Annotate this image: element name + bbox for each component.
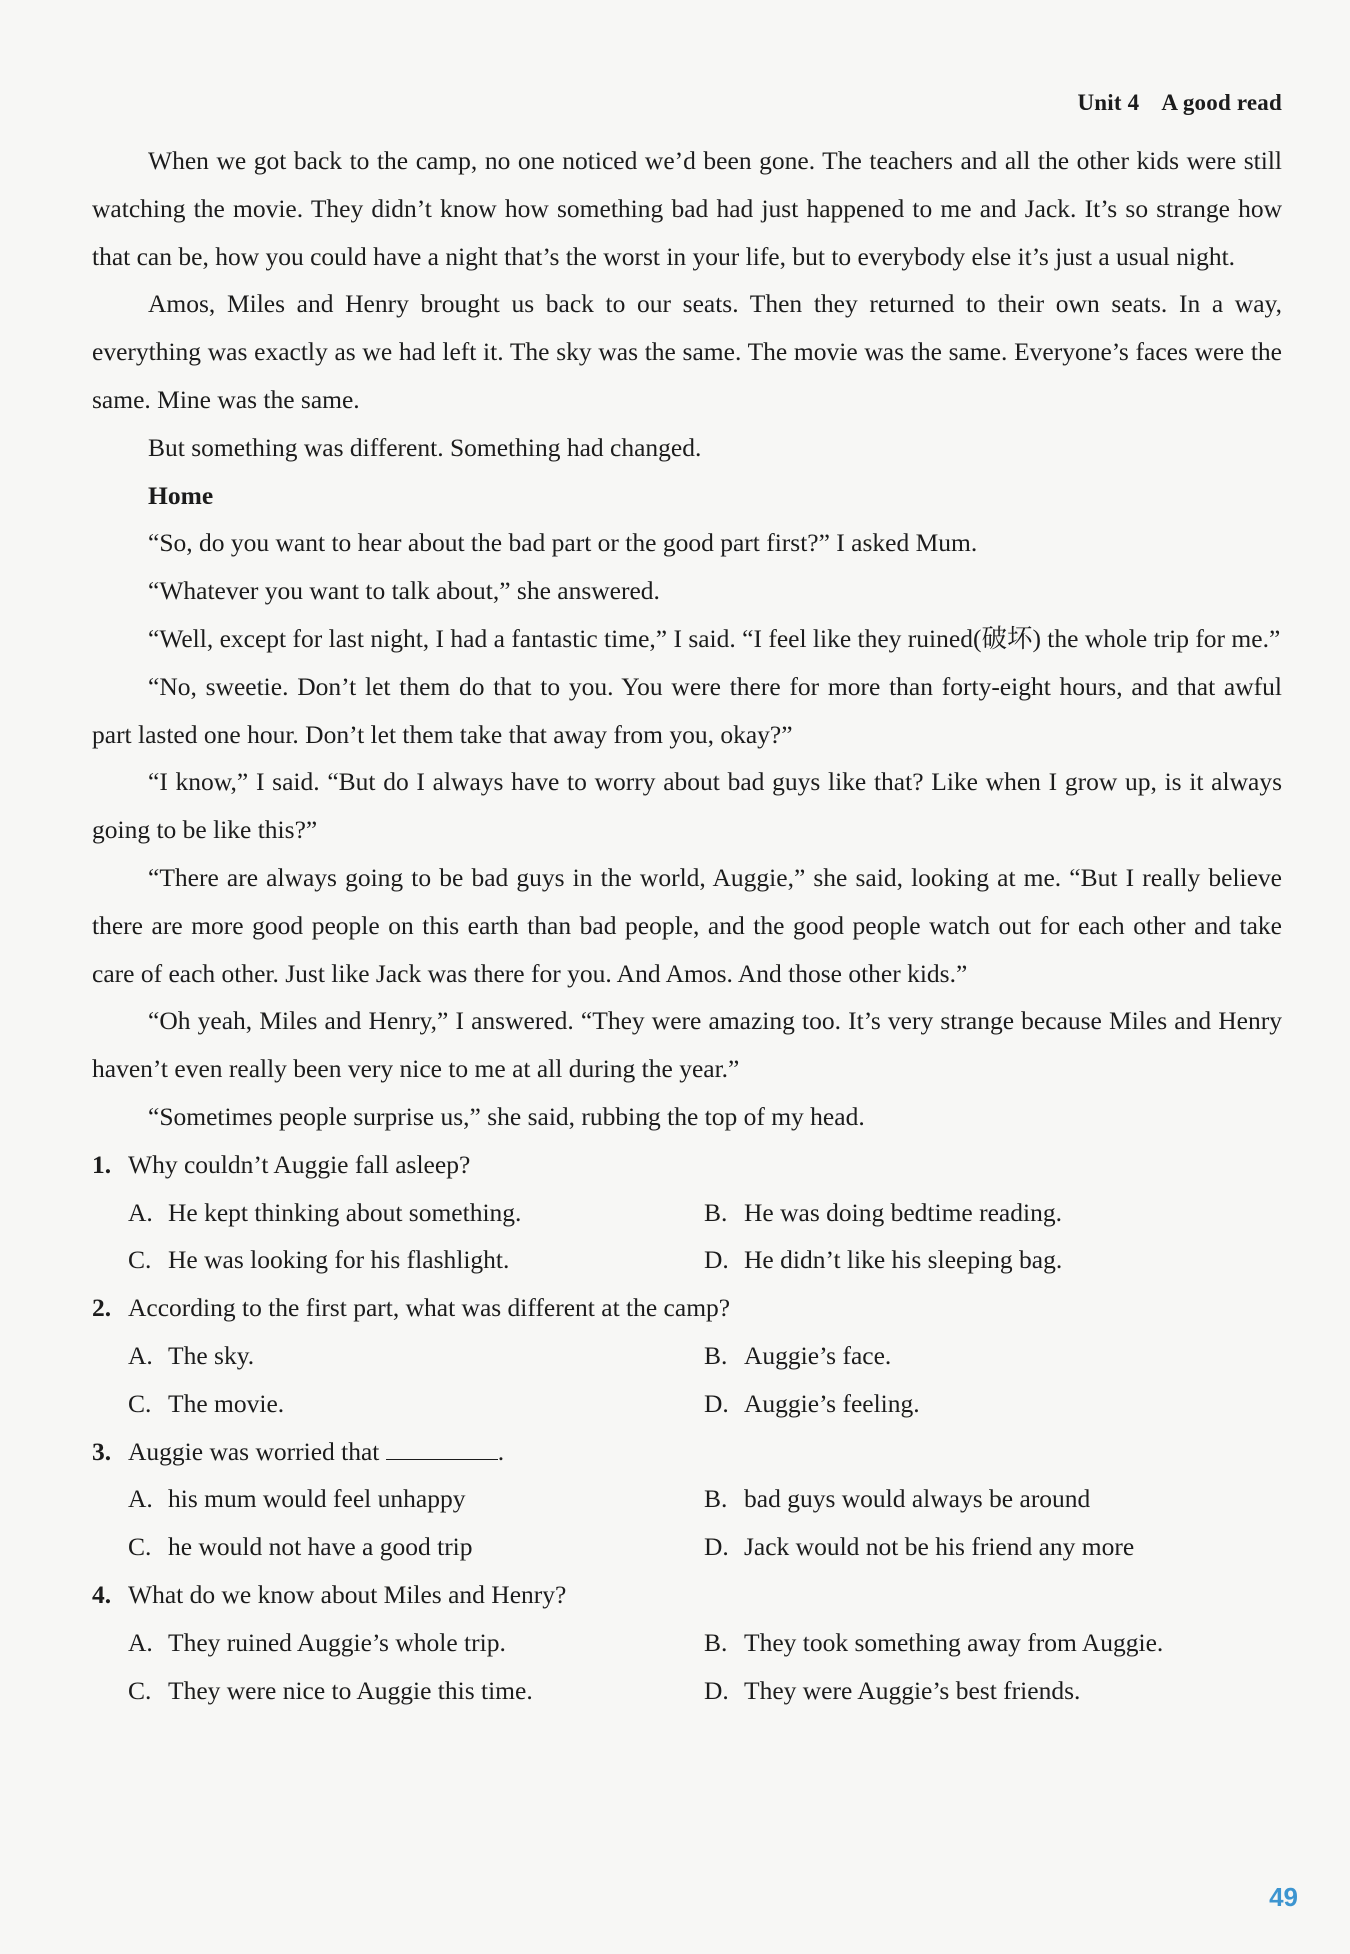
option-d bbox=[704, 1667, 1080, 1715]
option-text: They were Auggie’s best friends. bbox=[744, 1675, 1081, 1705]
option-text: They were nice to Auggie this time. bbox=[168, 1675, 533, 1705]
question-text: Auggie was worried that bbox=[128, 1436, 380, 1466]
question-number: 3. bbox=[92, 1436, 112, 1466]
paragraph: “No, sweetie. Don’t let them do that to you. You were there for more than forty-eight hours, and that awful part lasted one hour. Don’t let them take that away from you, okay?” bbox=[92, 671, 1282, 749]
option-c bbox=[128, 1380, 704, 1428]
question-text: According to the first part, what was different at the camp? bbox=[128, 1293, 731, 1323]
question-stem-end: . bbox=[497, 1436, 505, 1466]
page-number: 49 bbox=[1269, 1882, 1298, 1912]
option-letter: C. bbox=[128, 1388, 152, 1418]
option-letter: A. bbox=[128, 1484, 153, 1514]
question-stem bbox=[92, 1428, 1282, 1476]
option-text: his mum would feel unhappy bbox=[168, 1484, 466, 1514]
option-letter: A. bbox=[128, 1197, 153, 1227]
options-row bbox=[128, 1619, 1282, 1667]
paragraph: “Sometimes people surprise us,” she said, rubbing the top of my head. bbox=[148, 1101, 865, 1131]
options-row bbox=[128, 1189, 1282, 1237]
question-2 bbox=[92, 1284, 1282, 1427]
paragraph: Amos, Miles and Henry brought us back to our seats. Then they returned to their own seats. In a way, everything was exactly as we had left it. The sky was the same. The movie was the same. Everyone’s faces were the same. Mine was the same. bbox=[92, 289, 1282, 414]
option-c bbox=[128, 1523, 704, 1571]
running-header bbox=[1077, 90, 1282, 116]
paragraph: “I know,” I said. “But do I always have to worry about bad guys like that? Like when I grow up, is it always going to be like this?” bbox=[92, 767, 1282, 845]
body-text bbox=[92, 137, 1282, 1714]
option-letter: B. bbox=[704, 1484, 728, 1514]
option-a bbox=[128, 1332, 704, 1380]
option-a bbox=[128, 1619, 704, 1667]
option-a bbox=[128, 1475, 704, 1523]
option-text: They ruined Auggie’s whole trip. bbox=[168, 1627, 506, 1657]
option-d bbox=[704, 1523, 1134, 1571]
option-a bbox=[128, 1189, 704, 1237]
option-letter: C. bbox=[128, 1532, 152, 1562]
question-3 bbox=[92, 1428, 1282, 1571]
option-letter: B. bbox=[704, 1197, 728, 1227]
option-letter: B. bbox=[704, 1340, 728, 1370]
option-letter: D. bbox=[704, 1388, 729, 1418]
paragraph: “So, do you want to hear about the bad part or the good part first?” I asked Mum. bbox=[148, 528, 978, 558]
option-text: Auggie’s face. bbox=[744, 1340, 892, 1370]
option-text: He was doing bedtime reading. bbox=[744, 1197, 1062, 1227]
paragraph: “Oh yeah, Miles and Henry,” I answered. “They were amazing too. It’s very strange because Miles and Henry haven’t even really been very nice to me at all during the year.” bbox=[92, 1006, 1282, 1084]
option-b bbox=[704, 1619, 1163, 1667]
unit-title: A good read bbox=[1161, 90, 1282, 115]
option-text: He was looking for his flashlight. bbox=[168, 1245, 510, 1275]
options-row bbox=[128, 1667, 1282, 1715]
answer-blank[interactable] bbox=[386, 1437, 498, 1460]
paragraph: “Well, except for last night, I had a fantastic time,” I said. “I feel like they ruined(破坏) the whole trip for me.” bbox=[148, 623, 1281, 653]
question-text: Why couldn’t Auggie fall asleep? bbox=[128, 1149, 471, 1179]
question-stem bbox=[92, 1141, 1282, 1189]
option-text: he would not have a good trip bbox=[168, 1532, 473, 1562]
question-stem bbox=[92, 1284, 1282, 1332]
option-b bbox=[704, 1189, 1062, 1237]
option-d bbox=[704, 1380, 920, 1428]
option-text: The movie. bbox=[168, 1388, 285, 1418]
options-row bbox=[128, 1332, 1282, 1380]
option-c bbox=[128, 1667, 704, 1715]
paragraph: “There are always going to be bad guys in the world, Auggie,” she said, looking at me. “But I really believe there are more good people on this earth than bad people, and the good people watch out for each other and take care of each other. Just like Jack was there for you. And Amos. And those other kids.” bbox=[92, 862, 1282, 988]
question-number: 2. bbox=[92, 1293, 112, 1323]
question-1 bbox=[92, 1141, 1282, 1284]
option-d bbox=[704, 1236, 1062, 1284]
option-letter: A. bbox=[128, 1627, 153, 1657]
option-letter: A. bbox=[128, 1340, 153, 1370]
option-text: They took something away from Auggie. bbox=[744, 1627, 1164, 1657]
question-number: 1. bbox=[92, 1149, 112, 1179]
option-letter: C. bbox=[128, 1675, 152, 1705]
option-letter: D. bbox=[704, 1675, 729, 1705]
options-row bbox=[128, 1236, 1282, 1284]
unit-label: Unit 4 bbox=[1077, 90, 1140, 115]
options-row bbox=[128, 1523, 1282, 1571]
question-4 bbox=[92, 1571, 1282, 1714]
paragraph: But something was different. Something had changed. bbox=[148, 432, 702, 462]
option-text: Jack would not be his friend any more bbox=[744, 1532, 1135, 1562]
option-b bbox=[704, 1332, 891, 1380]
option-text: Auggie’s feeling. bbox=[744, 1388, 920, 1418]
option-text: The sky. bbox=[168, 1340, 255, 1370]
question-stem bbox=[92, 1571, 1282, 1619]
option-letter: C. bbox=[128, 1245, 152, 1275]
option-letter: B. bbox=[704, 1627, 728, 1657]
section-heading: Home bbox=[148, 480, 214, 510]
option-text: He didn’t like his sleeping bag. bbox=[744, 1245, 1063, 1275]
option-text: He kept thinking about something. bbox=[168, 1197, 522, 1227]
paragraph: When we got back to the camp, no one noticed we’d been gone. The teachers and all the other kids were still watching the movie. They didn’t know how something bad had just happened to me and Jack. It’s so strange how that can be, how you could have a night that’s the worst in your life, but to everybody else it’s just a usual night. bbox=[92, 146, 1282, 271]
option-text: bad guys would always be around bbox=[744, 1484, 1091, 1514]
option-b bbox=[704, 1475, 1090, 1523]
option-letter: D. bbox=[704, 1532, 729, 1562]
option-c bbox=[128, 1236, 704, 1284]
options-row bbox=[128, 1475, 1282, 1523]
option-letter: D. bbox=[704, 1245, 729, 1275]
options-row bbox=[128, 1380, 1282, 1428]
paragraph: “Whatever you want to talk about,” she answered. bbox=[148, 576, 660, 606]
question-number: 4. bbox=[92, 1579, 112, 1609]
question-text: What do we know about Miles and Henry? bbox=[128, 1579, 567, 1609]
